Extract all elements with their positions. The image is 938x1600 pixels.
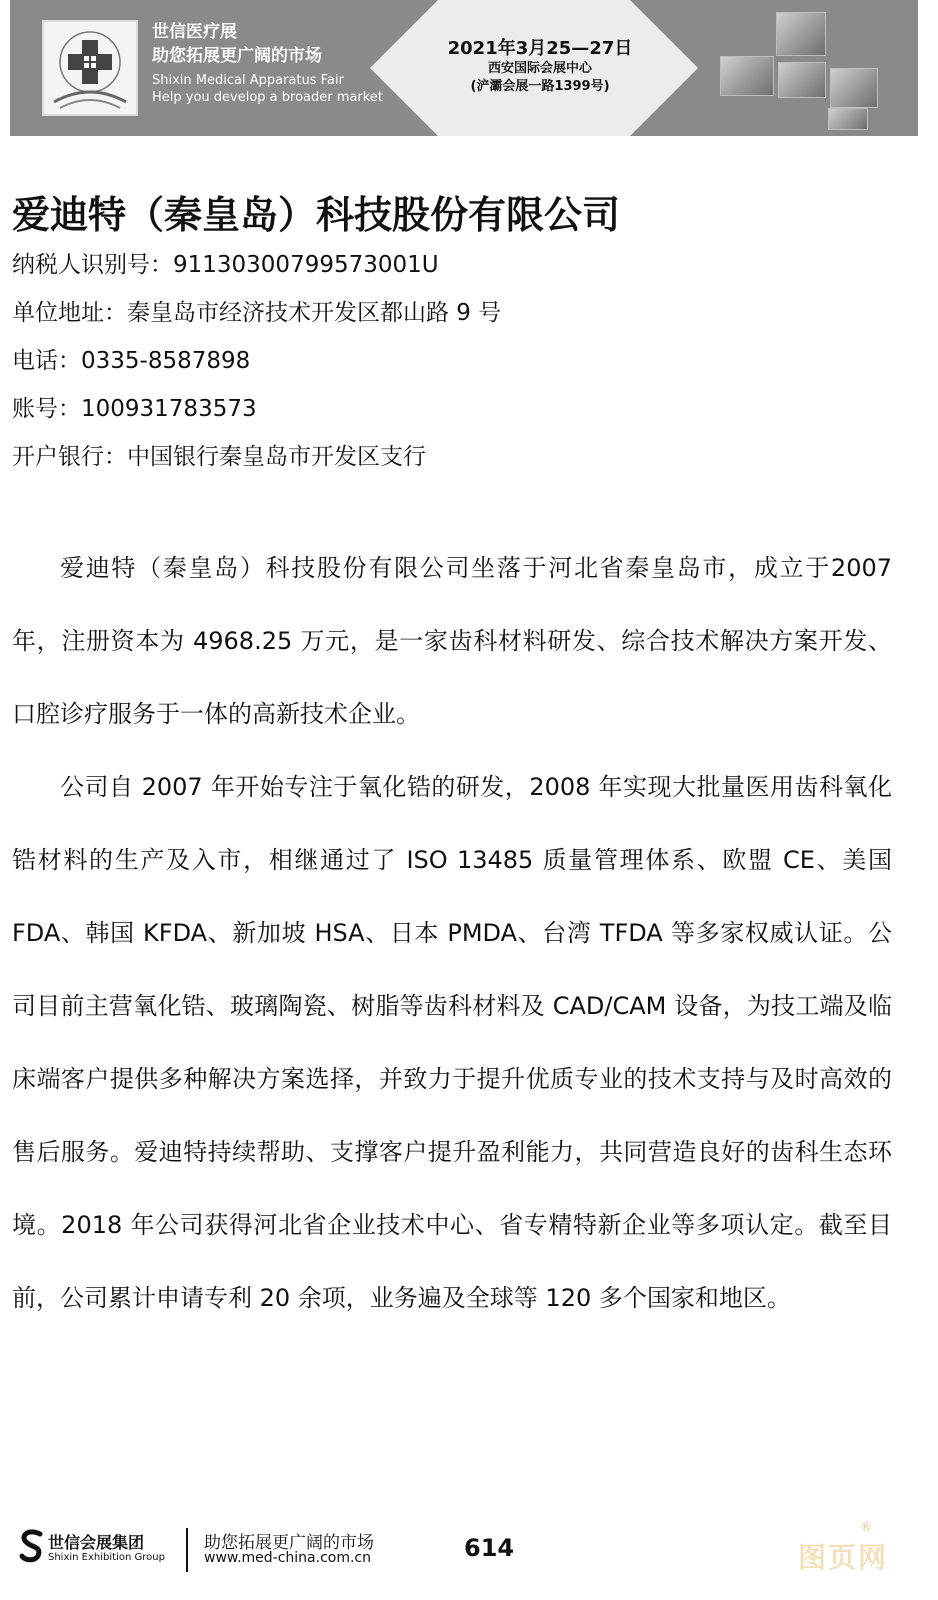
collage-photo — [720, 56, 774, 96]
banner-title-en: Shixin Medical Apparatus Fair — [152, 73, 344, 88]
site-watermark: 图页网 — [798, 1541, 889, 1574]
registered-mark: ® — [860, 1520, 872, 1534]
company-name: 爱迪特（秦皇岛）科技股份有限公司 — [12, 193, 621, 237]
page-number: 614 — [464, 1534, 515, 1562]
shixin-s-logo-icon — [18, 1528, 46, 1568]
event-venue: 西安国际会展中心 — [487, 61, 592, 76]
intro-paragraph: 爱迪特（秦皇岛）科技股份有限公司坐落于河北省秦皇岛市，成立于2007 年，注册资本为 4968.25 万元，是一家齿科材料研发、综合技术解决方案开发、口腔诊疗服务于一体的高新技术企业。 — [12, 554, 892, 728]
banner-subtitle-cn: 助您拓展更广阔的市场 — [152, 46, 322, 66]
bank-account: 账号：100931783573 — [12, 396, 257, 422]
banner-subtitle-en: Help you develop a broader market — [152, 90, 383, 105]
footer-group-name: 世信会展集团 — [48, 1533, 145, 1552]
page-footer — [0, 1520, 938, 1600]
company-address: 单位地址：秦皇岛市经济技术开发区都山路 9 号 — [12, 300, 502, 326]
footer-divider — [186, 1528, 188, 1572]
collage-photo — [778, 62, 826, 98]
event-address: (浐灞会展一路1399号) — [470, 79, 610, 94]
event-info — [440, 38, 640, 96]
bank-name: 开户银行：中国银行秦皇岛市开发区支行 — [12, 444, 426, 470]
footer-url: www.med-china.com.cn — [204, 1550, 371, 1566]
footer-slogan: 助您拓展更广阔的市场 — [204, 1533, 374, 1553]
details-paragraph: 公司自 2007 年开始专注于氧化锆的研发，2008 年实现大批量医用齿科氧化锆材料的生产及入市，相继通过了 ISO 13485 质量管理体系、欧盟 CE、美国 FDA、韩国 KFDA、新加坡 HSA、日本 PMDA、台湾 TFDA 等多家权威认证。公司目前主营氧化锆、玻璃陶瓷、树脂等齿科材料及 CAD/CAM 设备，为技工端及临床端客户提供多种解决方案选择，并致力于提升优质专业的技术支持与及时高效的售后服务。爱迪特持续帮助、支撑客户提升盈利能力，共同营造良好的齿科生态环境。2018 年公司获得河北省企业技术中心、省专精特新企业等多项认定。截至目前，公司累计申请专利 20 余项，业务遍及全球等 120 多个国家和地区。 — [12, 773, 892, 1312]
medical-cross-logo-icon — [42, 20, 138, 116]
banner-title-cn: 世信医疗展 — [152, 22, 237, 42]
footer-group-name-en: Shixin Exhibition Group — [48, 1552, 165, 1563]
collage-photo — [776, 12, 826, 56]
banner-photo-collage — [716, 8, 912, 132]
collage-photo — [830, 68, 878, 108]
event-date: 2021年3月25—27日 — [447, 38, 633, 59]
banner-slogan — [152, 20, 383, 106]
header-banner — [10, 0, 918, 136]
collage-photo — [828, 108, 868, 130]
tax-id: 纳税人识别号：91130300799573001U — [12, 252, 439, 278]
company-phone: 电话：0335-8587898 — [12, 348, 251, 374]
